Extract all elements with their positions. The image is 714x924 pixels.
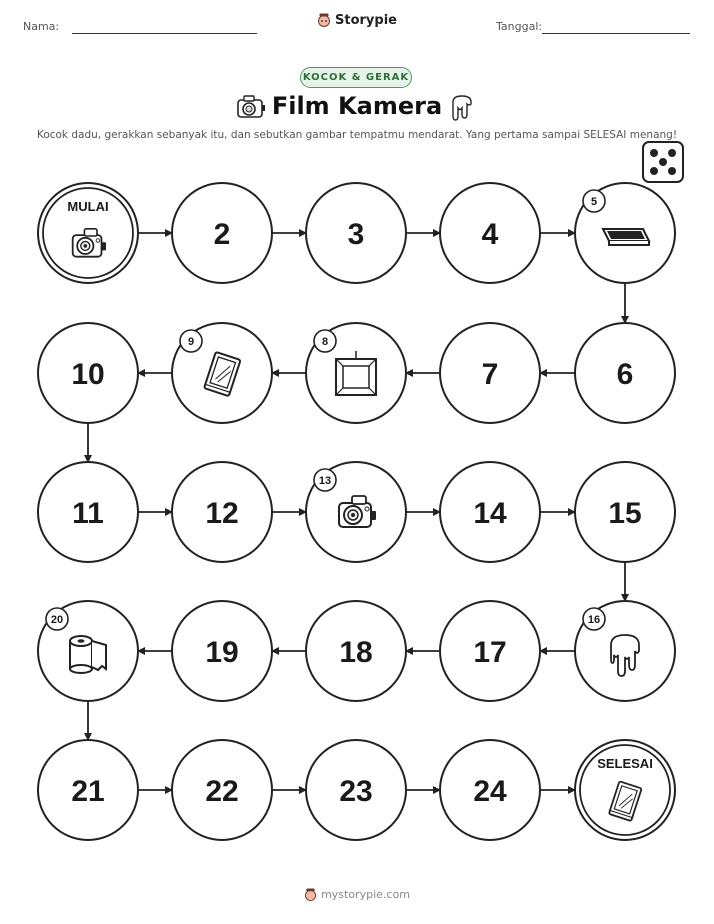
board-space-10	[38, 323, 138, 423]
space-number: 15	[608, 497, 642, 530]
space-number: 12	[205, 497, 239, 530]
space-number: 9	[187, 336, 195, 348]
space-number: 20	[50, 614, 64, 626]
board-space-5	[575, 183, 675, 283]
storypie-logo-icon	[304, 887, 317, 902]
board-space-7	[440, 323, 540, 423]
space-number: 11	[72, 497, 104, 530]
board-space-17	[440, 601, 540, 701]
category-badge: KOCOK & GERAK	[300, 67, 412, 88]
date-label: Tanggal:	[496, 20, 543, 33]
space-number: 3	[347, 218, 365, 251]
board-space-19	[172, 601, 272, 701]
space-number: 4	[481, 218, 499, 251]
space-number: 10	[71, 358, 105, 391]
board-space-23	[306, 740, 406, 840]
space-number: 7	[481, 358, 499, 391]
board-space-3	[306, 183, 406, 283]
board-space-22	[172, 740, 272, 840]
developing-tray-icon	[603, 229, 649, 245]
board-space-13	[306, 462, 406, 562]
board-space-16	[575, 601, 675, 701]
board-space-1	[38, 183, 138, 283]
space-number: 19	[205, 636, 239, 669]
board-space-15	[575, 462, 675, 562]
board-space-11	[38, 462, 138, 562]
space-number: 2	[213, 218, 231, 251]
space-number: 24	[473, 775, 507, 808]
board-space-8	[306, 323, 406, 423]
board-space-21	[38, 740, 138, 840]
footer	[0, 887, 714, 905]
finish-label: SELESAI	[597, 756, 653, 771]
space-number: 14	[473, 497, 507, 530]
board-space-25	[575, 740, 675, 840]
footer-site: mystorypie.com	[321, 888, 410, 901]
space-number: 8	[321, 336, 329, 348]
start-label: MULAI	[67, 199, 109, 214]
board-cells	[38, 183, 675, 840]
board-space-14	[440, 462, 540, 562]
board-space-4	[440, 183, 540, 283]
space-number: 5	[590, 196, 598, 208]
space-number: 13	[318, 475, 332, 487]
board-space-18	[306, 601, 406, 701]
board-space-24	[440, 740, 540, 840]
brand-name: Storypie	[335, 12, 397, 28]
space-number: 21	[71, 775, 105, 808]
page-title: Film Kamera	[271, 92, 443, 120]
board-space-2	[172, 183, 272, 283]
space-number: 17	[473, 636, 507, 669]
board-space-12	[172, 462, 272, 562]
space-number: 6	[616, 358, 634, 391]
board-space-20	[38, 601, 138, 701]
space-number: 22	[205, 775, 239, 808]
space-number: 23	[339, 775, 373, 808]
space-number: 18	[339, 636, 373, 669]
space-number: 16	[587, 614, 601, 626]
board-space-6	[575, 323, 675, 423]
board-space-9	[172, 323, 272, 423]
name-label: Nama:	[23, 20, 60, 33]
instructions: Kocok dadu, gerakkan sebanyak itu, dan sebutkan gambar tempatmu mendarat. Yang pertama sampai SELESAI menang!	[36, 129, 678, 141]
